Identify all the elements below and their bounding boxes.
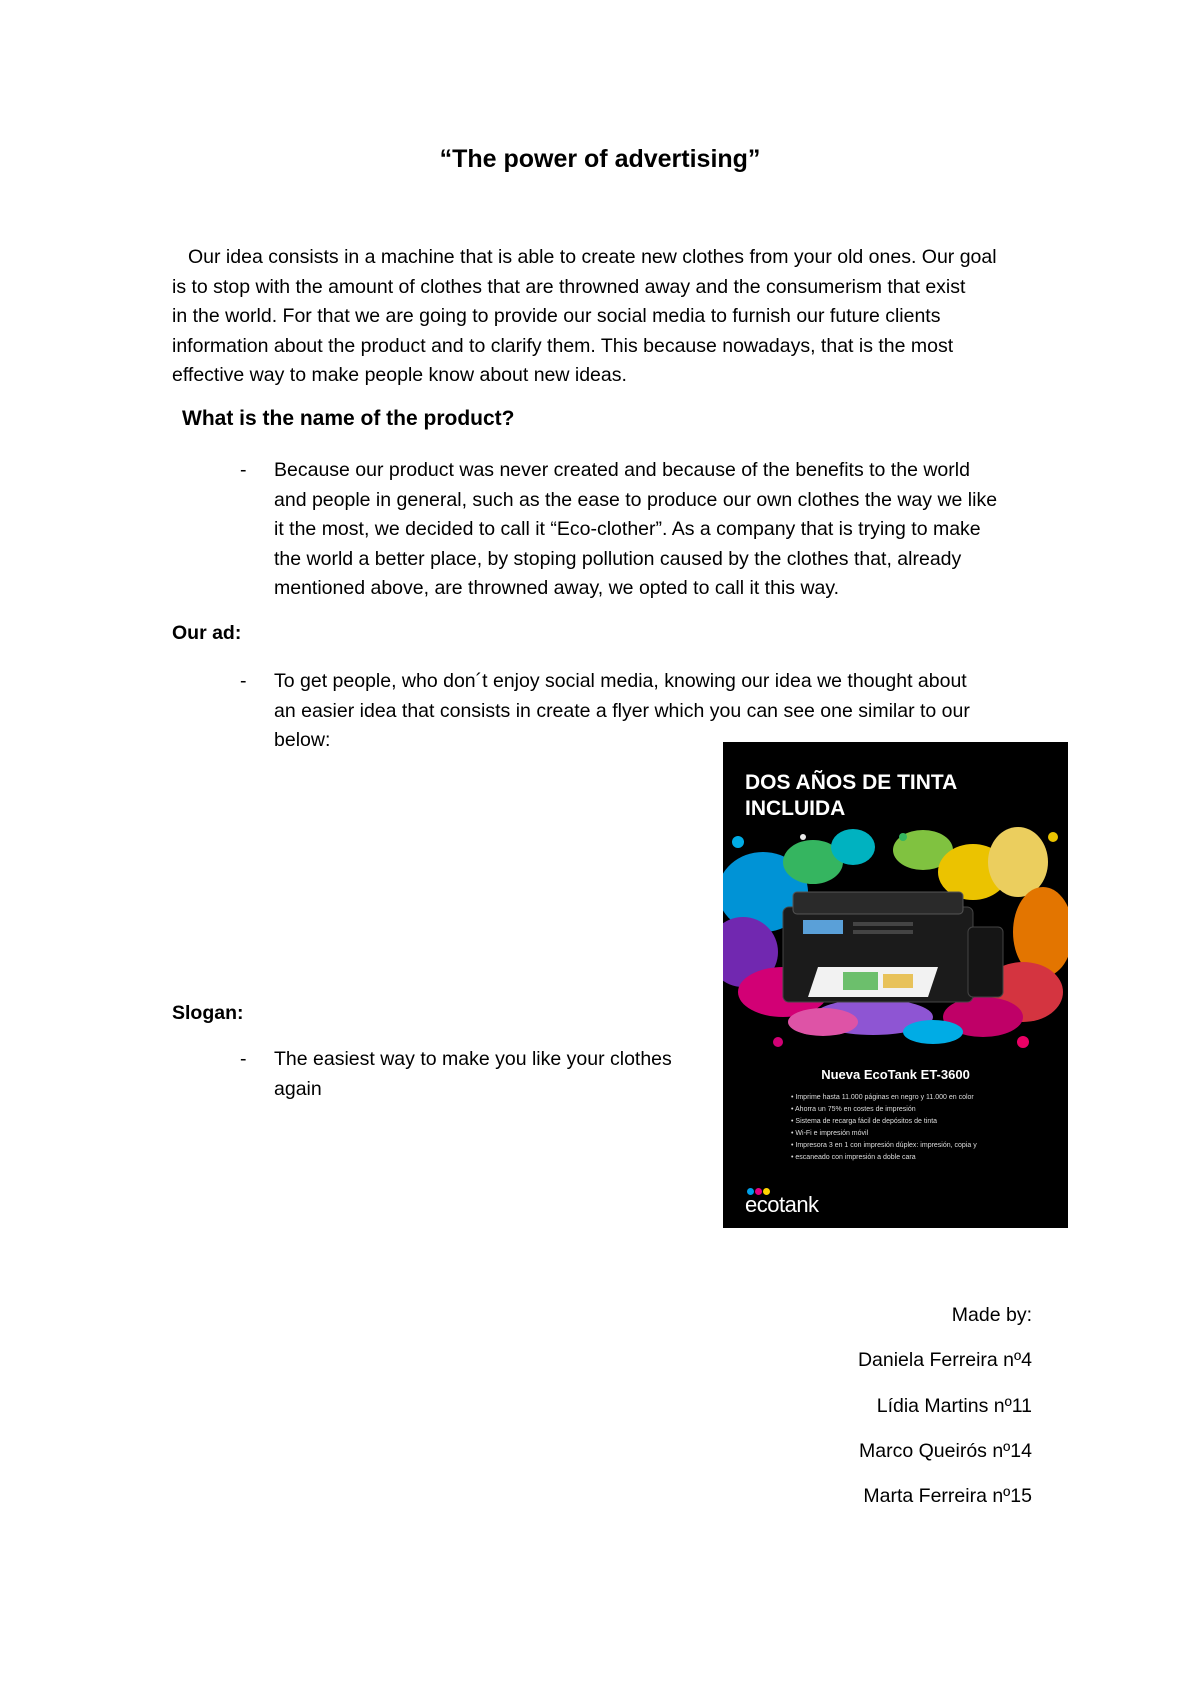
flyer-feature: • Sistema de recarga fácil de depósitos de tinta — [791, 1116, 1056, 1128]
bullet-dash: - — [240, 459, 247, 481]
credit-name: Marta Ferreira nº15 — [863, 1485, 1032, 1507]
product-name-text: Because our product was never created and because of the benefits to the world and people in general, such as the ease to produce our own clothes the way we like it the most, we decided to call it “Eco-clother”. As a company that is trying to make the world a better place, by stoping pollution caused by the clothes that, already mentioned above, are throwned away, we opted to call it this way. — [274, 459, 998, 599]
flyer-headline: DOS AÑOS DE TINTA INCLUIDA — [745, 771, 958, 820]
flyer-feature: • Imprime hasta 11.000 páginas en negro y 11.000 en color — [791, 1092, 1056, 1104]
ecotank-flyer-image — [723, 742, 1068, 1228]
credits-label: Made by: — [951, 1304, 1032, 1326]
intro-paragraph — [172, 243, 1032, 391]
ecotank-logo: ecotank — [745, 1192, 819, 1217]
bullet-dash: - — [240, 670, 247, 692]
intro-line: effective way to make people know about new ideas. — [172, 364, 627, 386]
our-ad-heading: Our ad: — [172, 622, 242, 644]
document-title: “The power of advertising” — [439, 145, 761, 173]
credit-name: Lídia Martins nº11 — [876, 1395, 1032, 1417]
slogan-text: The easiest way to make you like your clothes again — [274, 1048, 672, 1100]
credit-name: Marco Queirós nº14 — [859, 1440, 1032, 1462]
flyer-product-name: Nueva EcoTank ET-3600 — [821, 1067, 970, 1082]
flyer-feature: • escaneado con impresión a doble cara — [791, 1152, 1056, 1164]
credit-name: Daniela Ferreira nº4 — [857, 1349, 1032, 1371]
intro-line: in the world. For that we are going to provide our social media to furnish our future clients — [172, 305, 941, 327]
flyer-feature: • Impresora 3 en 1 con impresión dúplex: impresión, copia y — [791, 1140, 1056, 1152]
flyer-feature-list — [791, 1092, 1056, 1164]
flyer-feature: • Ahorra un 75% en costes de impresión — [791, 1104, 1056, 1116]
intro-line: is to stop with the amount of clothes that are throwned away and the consumerism that exist — [172, 275, 966, 298]
intro-line: Our idea consists in a machine that is able to create new clothes from your old ones. Our goal — [188, 246, 997, 268]
our-ad-text: To get people, who don´t enjoy social media, knowing our idea we thought about an easier idea that consists in create a flyer which you can see one similar to our below: — [274, 670, 970, 751]
intro-line: information about the product and to clarify them. This because nowadays, that is the most — [172, 334, 954, 357]
slogan-heading: Slogan: — [172, 1002, 244, 1024]
product-name-heading: What is the name of the product? — [182, 407, 515, 430]
flyer-feature: • Wi-Fi e impresión móvil — [791, 1128, 1056, 1140]
bullet-dash: - — [240, 1048, 247, 1070]
